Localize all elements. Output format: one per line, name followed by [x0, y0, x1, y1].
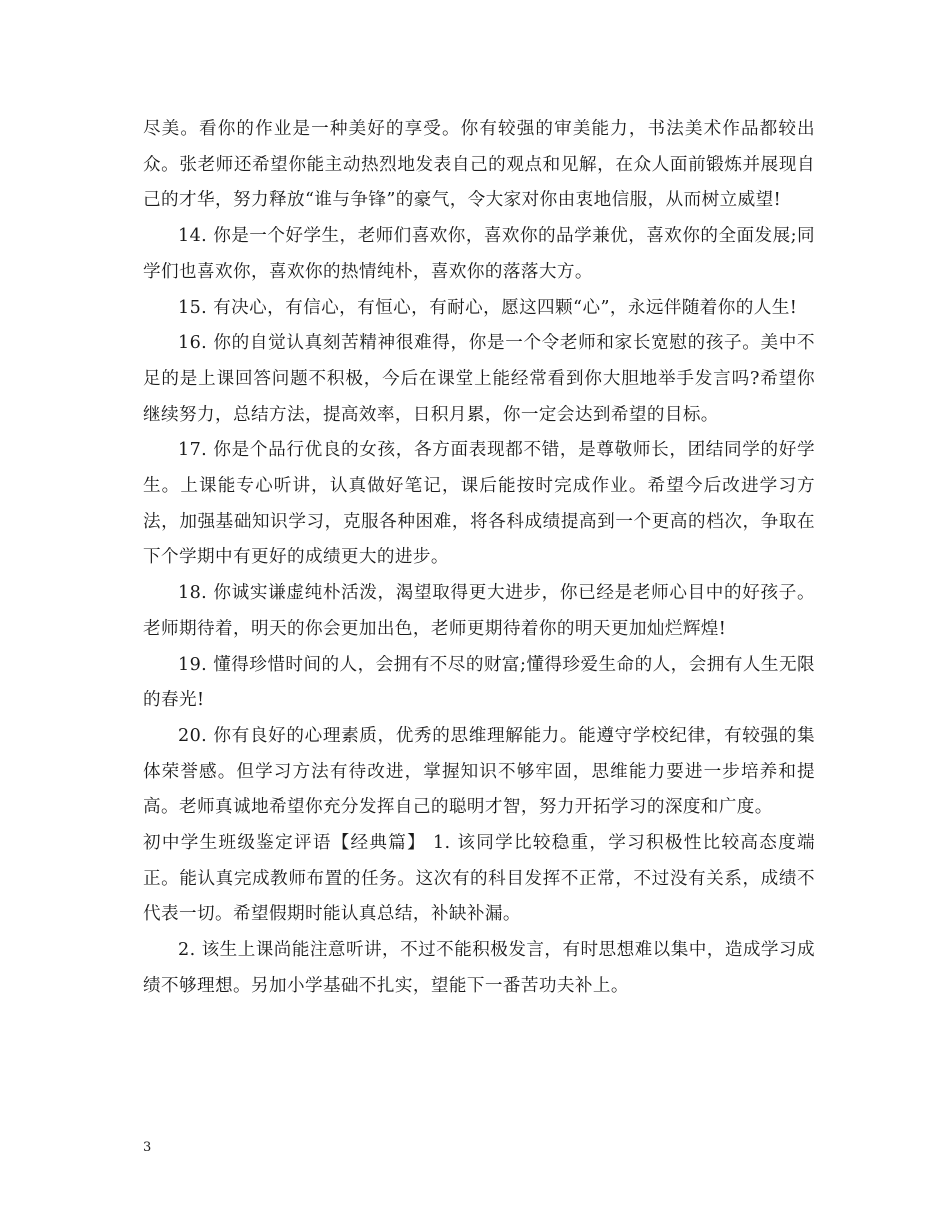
paragraph-item-19: 19. 懂得珍惜时间的人，会拥有不尽的财富;懂得珍爱生命的人，会拥有人生无限的春光!: [143, 654, 815, 711]
page-number: 3: [143, 1140, 152, 1155]
paragraph-item-16: 16. 你的自觉认真刻苦精神很难得，你是一个令老师和家长宽慰的孩子。美中不足的是上课回答问题不积极，今后在课堂上能经常看到你大胆地举手发言吗?希望你继续努力，总结方法，提高效率，日积月累，你一定会达到希望的目标。: [143, 333, 815, 425]
section-heading-paragraph: 初中学生班级鉴定评语【经典篇】 1. 该同学比较稳重，学习积极性比较高态度端正。能认真完成教师布置的任务。这次有的科目发挥不正常，不过没有关系，成绩不代表一切。希望假期时能认真总结，补缺补漏。: [143, 833, 815, 925]
paragraph-item-14: 14. 你是一个好学生，老师们喜欢你，喜欢你的品学兼优，喜欢你的全面发展;同学们也喜欢你，喜欢你的热情纯朴，喜欢你的落落大方。: [143, 226, 815, 282]
paragraph-item-20: 20. 你有良好的心理素质，优秀的思维理解能力。能遵守学校纪律，有较强的集体荣誉感。但学习方法有待改进，掌握知识不够牢固，思维能力要进一步培养和提高。老师真诚地希望你充分发挥自己的聪明才智，努力开拓学习的深度和广度。: [143, 725, 815, 818]
paragraph-continuation: 尽美。看你的作业是一种美好的享受。你有较强的审美能力，书法美术作品都较出众。张老师还希望你能主动热烈地发表自己的观点和见解，在众人面前锻炼并展现自己的才华，努力释放“谁与争锋”的豪气，令大家对你由衷地信服，从而树立威望!: [143, 119, 815, 211]
document-body: [143, 112, 815, 1005]
paragraph-item-18: 18. 你诚实谦虚纯朴活泼，渴望取得更大进步，你已经是老师心目中的好孩子。老师期待着，明天的你会更加出色，老师更期待着你的明天更加灿烂辉煌!: [143, 583, 815, 639]
paragraph-item-17: 17. 你是个品行优良的女孩，各方面表现都不错，是尊敬师长，团结同学的好学生。上课能专心听讲，认真做好笔记，课后能按时完成作业。希望今后改进学习方法，加强基础知识学习，克服各种困难，将各科成绩提高到一个更高的档次，争取在下个学期中有更好的成绩更大的进步。: [143, 440, 815, 568]
paragraph-item-15: 15. 有决心，有信心，有恒心，有耐心，愿这四颗“心”，永远伴随着你的人生!: [178, 297, 798, 318]
paragraph-item-2: 2. 该生上课尚能注意听讲，不过不能积极发言，有时思想难以集中，造成学习成绩不够理想。另加小学基础不扎实，望能下一番苦功夫补上。: [143, 940, 815, 996]
